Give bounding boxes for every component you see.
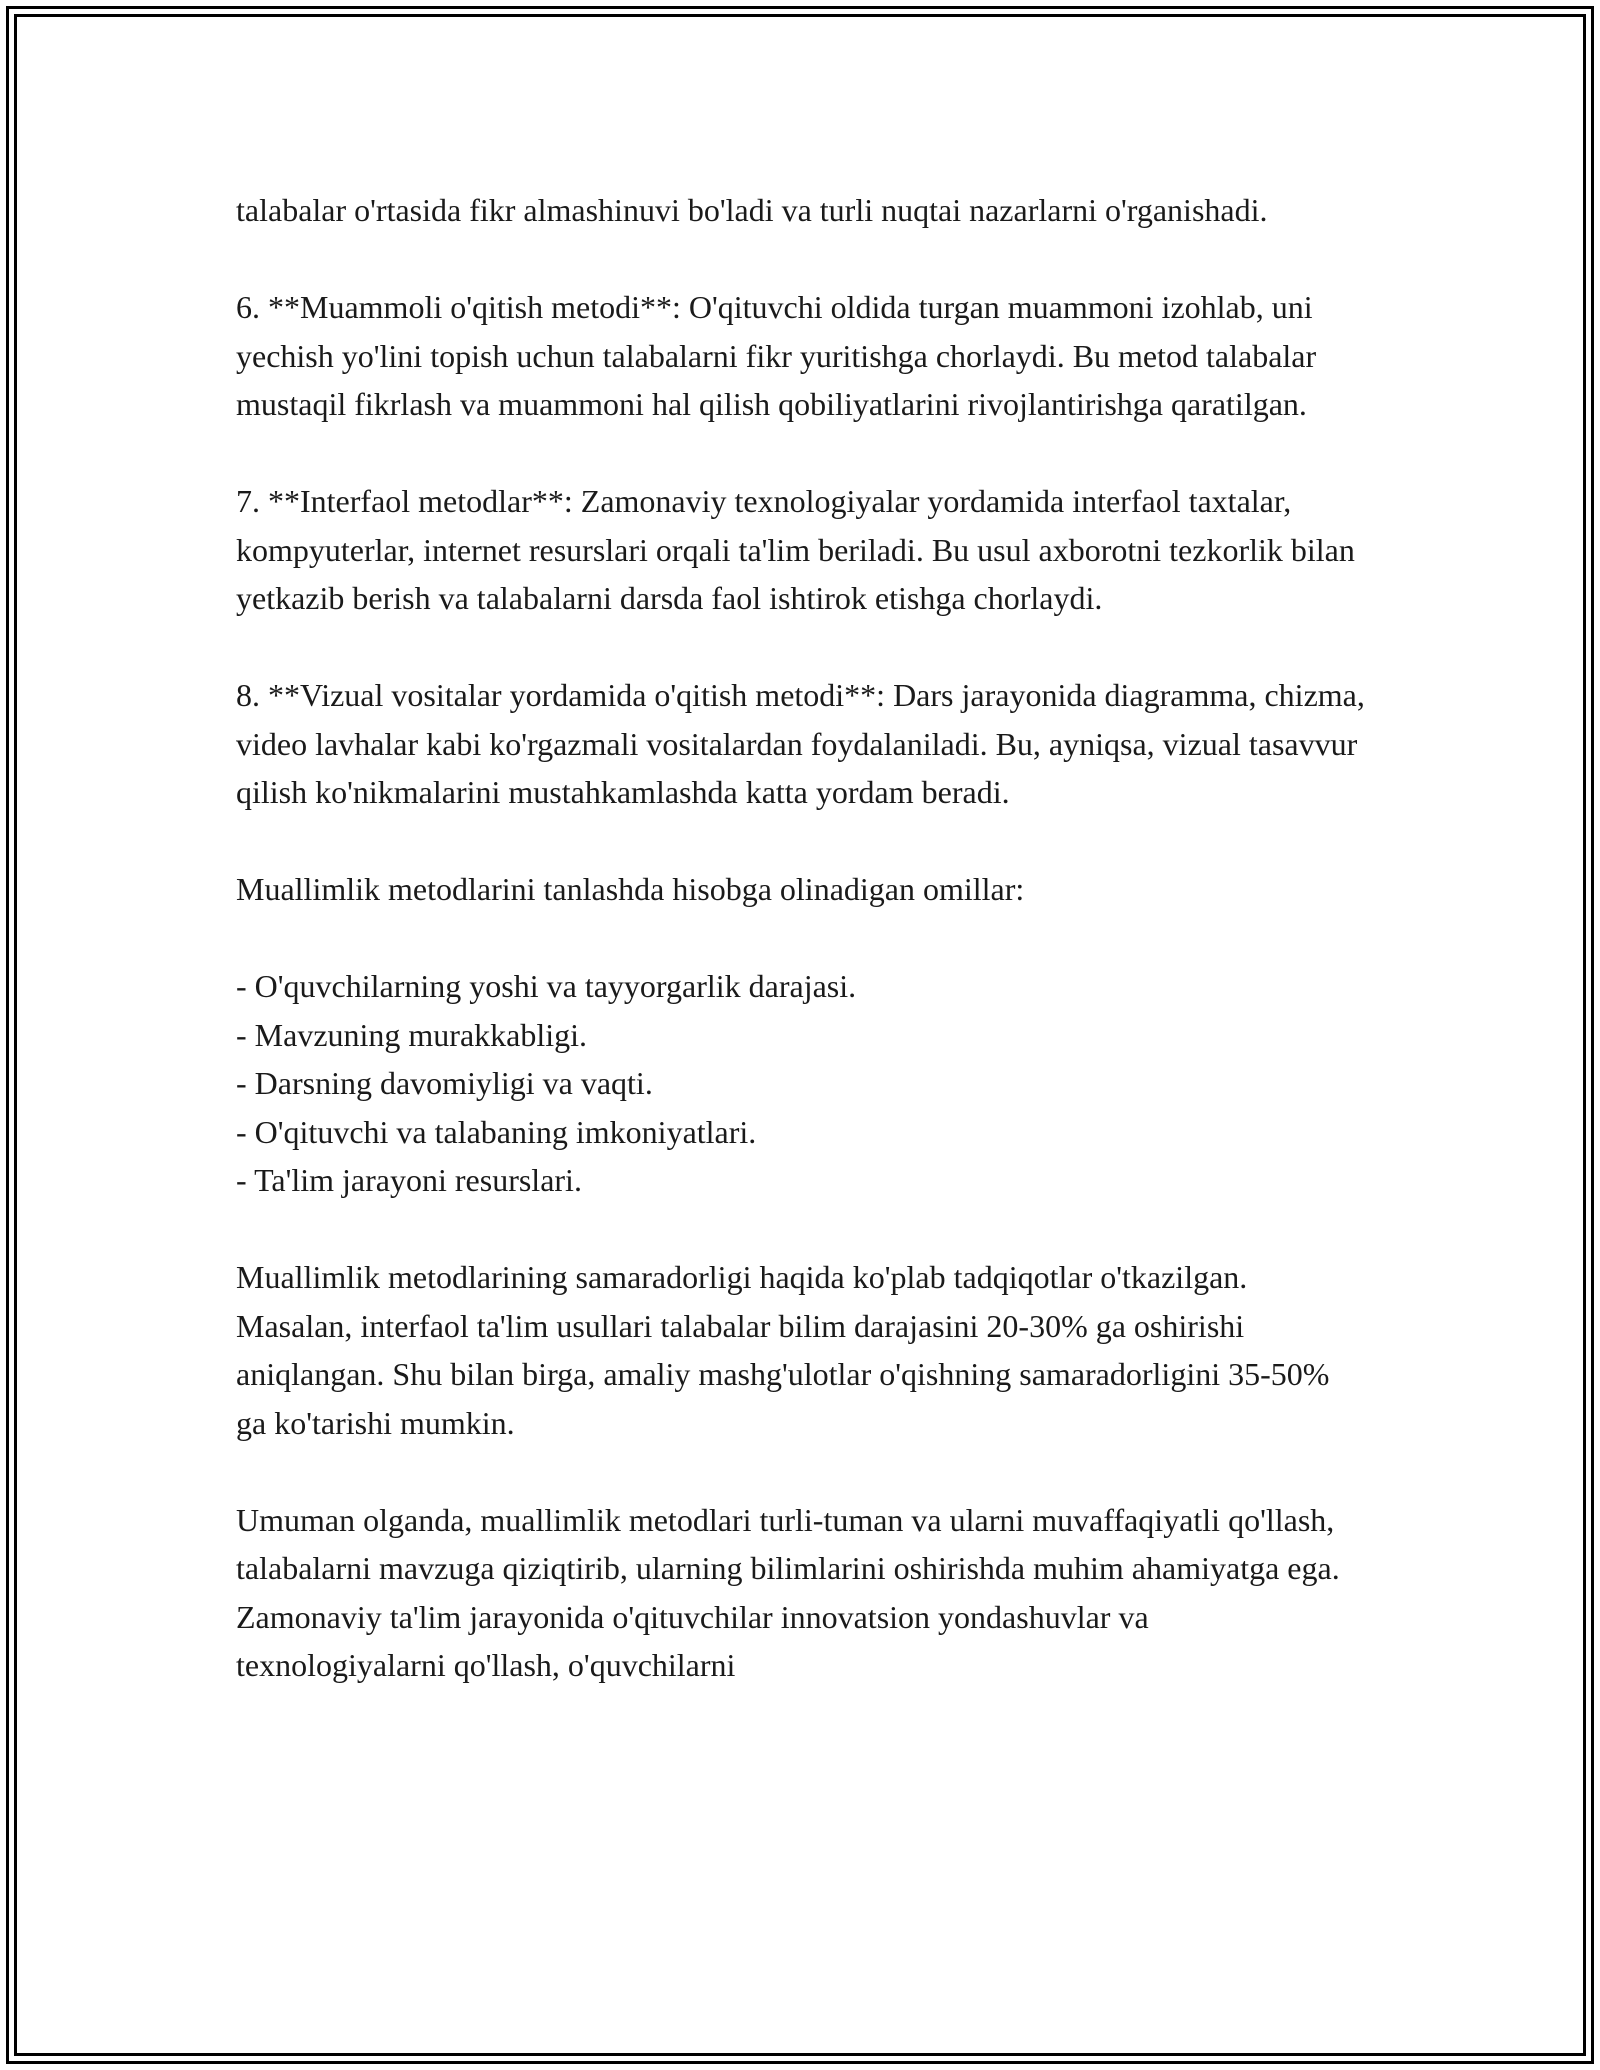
list-item: - Darsning davomiyligi va vaqti.: [236, 1065, 653, 1101]
paragraph-continuation: talabalar o'rtasida fikr almashinuvi bo'ladi va turli nuqtai nazarlarni o'rganishadi.: [236, 192, 1268, 228]
factors-list: [236, 962, 1366, 1205]
document-body: [236, 186, 1366, 1690]
list-item: - O'quvchilarning yoshi va tayyorgarlik darajasi.: [236, 968, 857, 1004]
paragraph-conclusion: Umuman olganda, muallimlik metodlari turli-tuman va ularni muvaffaqiyatli qo'llash, talabalarni mavzuga qiziqtirib, ularning bilimlarini oshirishda muhim ahamiyatga ega. Zamonaviy ta'lim jarayonida o'qituvchilar innovatsion yondashuvlar va texnologiyalarni qo'llash, o'quvchilarni: [236, 1501, 1340, 1683]
paragraph-effectiveness: Muallimlik metodlarining samaradorligi haqida ko'plab tadqiqotlar o'tkazilgan. Masalan, interfaol ta'lim usullari talabalar bilim darajasini 20-30% ga oshirishi aniqlangan. Shu bilan birga, amaliy mashg'ulotlar o'qishning samaradorligini 35-50% ga ko'tarishi mumkin.: [236, 1259, 1330, 1441]
list-item: - Mavzuning murakkabligi.: [236, 1016, 588, 1053]
list-item: - O'qituvchi va talabaning imkoniyatlari.: [236, 1113, 757, 1150]
paragraph-method-7: 7. **Interfaol metodlar**: Zamonaviy texnologiyalar yordamida interfaol taxtalar, kompyuterlar, internet resurslari orqali ta'lim beriladi. Bu usul axborotni tezkorlik bilan yetkazib berish va talabalarni darsda faol ishtirok etishga chorlaydi.: [236, 483, 1355, 616]
paragraph-method-8: 8. **Vizual vositalar yordamida o'qitish metodi**: Dars jarayonida diagramma, chizma, video lavhalar kabi ko'rgazmali vositalardan foydalaniladi. Bu, ayniqsa, vizual tasavvur qilish ko'nikmalarini mustahkamlashda katta yordam beradi.: [236, 677, 1365, 810]
list-item: - Ta'lim jarayoni resurslari.: [236, 1162, 582, 1198]
paragraph-method-6: 6. **Muammoli o'qitish metodi**: O'qituvchi oldida turgan muammoni izohlab, uni yechish yo'lini topish uchun talabalarni fikr yuritishga chorlaydi. Bu metod talabalar mustaqil fikrlash va muammoni hal qilish qobiliyatlarini rivojlantirishga qaratilgan.: [236, 289, 1317, 422]
factors-heading: Muallimlik metodlarini tanlashda hisobga olinadigan omillar:: [236, 871, 1025, 907]
